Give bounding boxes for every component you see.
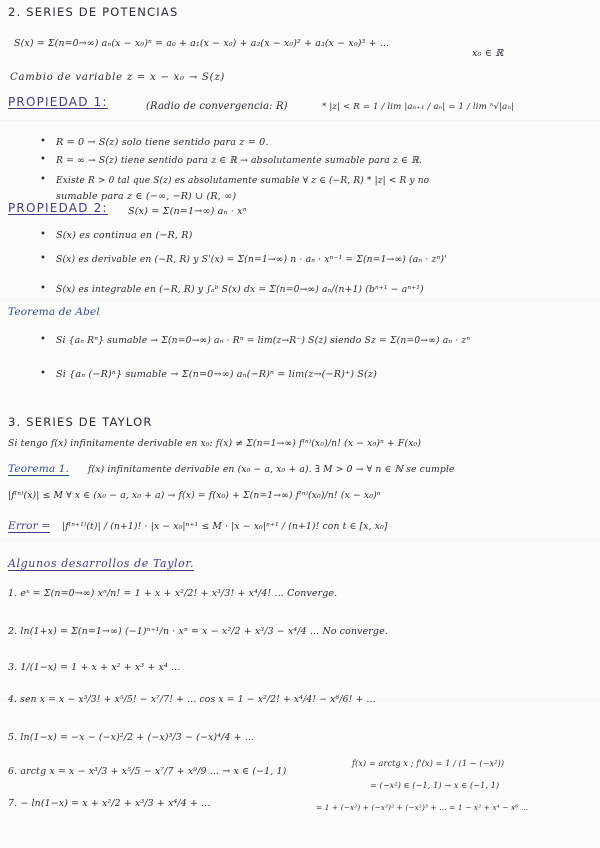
arctg-note: f(x) = arctg x ; f'(x) = 1 / (1 − (−x²))	[352, 759, 505, 768]
abel-title: Teorema de Abel	[8, 306, 100, 318]
desarrollo-item: 7. − ln(1−x) = x + x²/2 + x³/3 + x⁴/4 + …	[8, 798, 211, 809]
radio-formula: * |z| < R = 1 / lim |aₙ₊₁ / aₙ| = 1 / lim ⁿ√|aₙ|	[322, 102, 515, 112]
bullet: •	[40, 283, 46, 294]
bullet: •	[40, 334, 46, 345]
teorema-1-formula: |f⁽ⁿ⁾(x)| ≤ M ∀ x ∈ (x₀ − a, x₀ + a) → f(x) = f(x₀) + Σ(n=1→∞) f⁽ⁿ⁾(x₀)/n! (x − x₀)ⁿ	[8, 490, 381, 501]
teorema-1-title: Teorema 1.	[8, 463, 70, 475]
bullet: •	[40, 154, 46, 165]
propiedad-1-title: PROPIEDAD 1:	[8, 95, 108, 109]
prop1-item: R = 0 → S(z) solo tiene sentido para z = 0.	[56, 137, 269, 148]
heading-series-taylor: 3. SERIES DE TAYLOR	[8, 415, 153, 429]
bullet: •	[40, 174, 46, 185]
heading-series-potencias: 2. SERIES DE POTENCIAS	[8, 5, 179, 19]
bullet: •	[40, 136, 46, 147]
desarrollo-item: 6. arctg x = x − x³/3 + x⁵/5 − x⁷/7 + x⁹/9 … → x ∈ (−1, 1)	[8, 766, 287, 777]
paper-line	[0, 300, 600, 301]
error-formula: |f⁽ⁿ⁺¹⁾(t)| / (n+1)! · |x − x₀|ⁿ⁺¹ ≤ M · |x − x₀|ⁿ⁺¹ / (n+1)! con t ∈ [x, x₀]	[62, 521, 388, 532]
arctg-note: = 1 + (−x²) + (−x²)² + (−x²)³ + … = 1 − x² + x⁴ − x⁶ …	[316, 803, 529, 812]
desarrollo-item: 2. ln(1+x) = Σ(n=1→∞) (−1)ⁿ⁺¹/n · xⁿ = x − x²/2 + x³/3 − x⁴/4 … No converge.	[8, 626, 388, 637]
paper-line	[0, 120, 600, 121]
teorema-1-text: f(x) infinitamente derivable en (x₀ − a, x₀ + a). ∃ M > 0 → ∀ n ∈ ℕ se cumple	[88, 464, 455, 475]
desarrollo-item: 3. 1/(1−x) = 1 + x + x² + x³ + x⁴ …	[8, 662, 181, 673]
bullet: •	[40, 229, 46, 240]
abel-item: Si {aₙ Rⁿ} sumable → Σ(n=0→∞) aₙ · Rⁿ = lim(z→R⁻) S(z) siendo Sz = Σ(n=0→∞) aₙ · zⁿ	[56, 335, 471, 346]
prop1-item: sumable para z ∈ (−∞, −R) ∪ (R, ∞)	[56, 191, 237, 202]
desarrollo-item: 4. sen x = x − x³/3! + x⁵/5! − x⁷/7! + … cos x = 1 − x²/2! + x⁴/4! − x⁶/6! + …	[8, 694, 376, 705]
bullet: •	[40, 368, 46, 379]
abel-item: Si {aₙ (−R)ⁿ} sumable → Σ(n=0→∞) aₙ(−R)ⁿ = lim(z→(−R)⁺) S(z)	[56, 369, 378, 380]
bullet: •	[40, 253, 46, 264]
prop2-item: S(x) es continua en (−R, R)	[56, 230, 193, 241]
series-condition: x₀ ∈ ℝ	[472, 48, 504, 59]
prop2-item: S(x) es derivable en (−R, R) y S'(x) = Σ(n=1→∞) n · aₙ · xⁿ⁻¹ = Σ(n=1→∞) (aₙ · zⁿ)'	[56, 254, 447, 265]
propiedad-2-title: PROPIEDAD 2:	[8, 201, 108, 215]
desarrollos-title: Algunos desarrollos de Taylor.	[8, 557, 195, 570]
desarrollo-item: 1. eˣ = Σ(n=0→∞) xⁿ/n! = 1 + x + x²/2! + x³/3! + x⁴/4! … Converge.	[8, 588, 338, 599]
propiedad-1-subtitle: (Radio de convergencia: R)	[146, 101, 288, 112]
prop2-item: S(x) es integrable en (−R, R) y ∫ₐᵇ S(x) dx = Σ(n=0→∞) aₙ/(n+1) (bⁿ⁺¹ − aⁿ⁺¹)	[56, 284, 424, 295]
series-formula: S(x) = Σ(n=0→∞) aₙ(x − x₀)ⁿ = a₀ + a₁(x − x₀) + a₂(x − x₀)² + a₃(x − x₀)³ + …	[14, 38, 390, 49]
error-label: Error =	[8, 520, 51, 532]
desarrollo-item: 5. ln(1−x) = −x − (−x)²/2 + (−x)³/3 − (−x)⁴/4 + …	[8, 732, 255, 743]
propiedad-2-formula: S(x) = Σ(n=1→∞) aₙ · xⁿ	[128, 206, 247, 217]
prop1-item: R = ∞ → S(z) tiene sentido para z ∈ ℝ → absolutamente sumable para z ∈ ℝ.	[56, 155, 422, 166]
cambio-variable: Cambio de variable z = x − x₀ → S(z)	[10, 72, 226, 83]
prop1-item: Existe R > 0 tal que S(z) es absolutamente sumable ∀ z ∈ (−R, R) * |z| < R y no	[56, 176, 430, 186]
arctg-note: = (−x²) ∈ (−1, 1) → x ∈ (−1, 1)	[370, 781, 500, 790]
taylor-intro: Si tengo f(x) infinitamente derivable en x₀: f(x) ≠ Σ(n=1→∞) f⁽ⁿ⁾(x₀)/n! (x − x₀)ⁿ + F(x₀)	[8, 438, 422, 449]
paper-line	[0, 540, 600, 541]
